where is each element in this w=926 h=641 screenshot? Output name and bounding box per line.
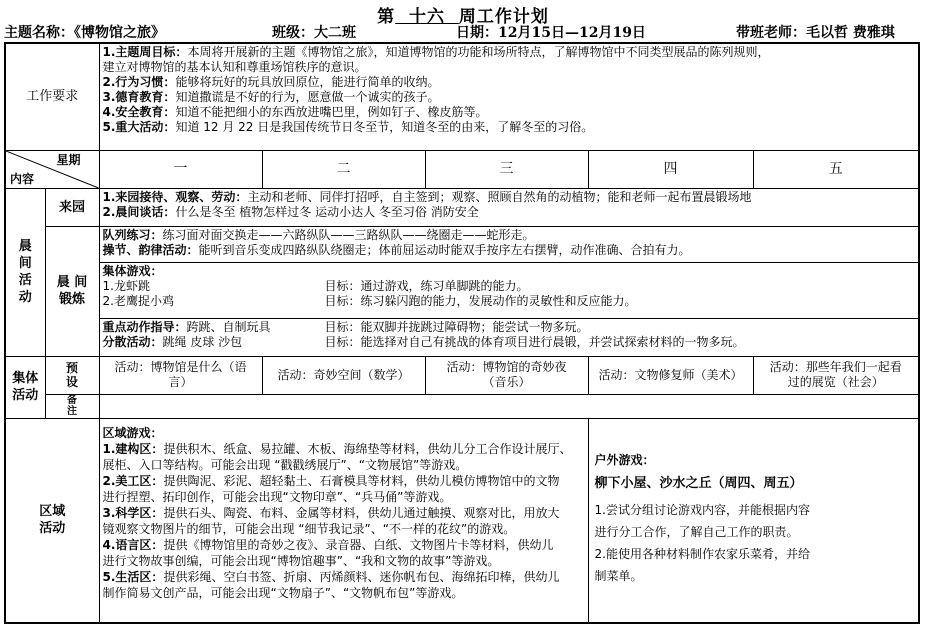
group-activity-label: 集体 活动 [5, 356, 45, 418]
activity-mon: 活动：博物馆是什么（语 言） [99, 356, 262, 394]
title-prefix: 第 [377, 7, 396, 27]
weekday-header-row [5, 150, 919, 188]
group-note-row [5, 394, 919, 418]
area-activity-label: 区域 活动 [5, 418, 99, 623]
arrival-row [5, 188, 919, 226]
week-number: 十六 [409, 7, 445, 27]
weekly-plan-table [4, 42, 920, 624]
morning-activity-label: 晨 间 活 动 [5, 188, 45, 356]
arrival-content: 1.来园接待、观察、劳动：主动和老师、同伴打招呼，自主签到；观察、照顾自然角的动植物；能和老师一起布置晨锻场地 2.晨间谈话：什么是冬至 植物怎样过冬 运动小达人 冬至习俗 消防安全 [99, 188, 919, 226]
drill-content: 队列练习：练习面对面交换走——六路纵队——三路纵队——绕圈走——蛇形走。 操节、韵律活动：能听到音乐变成四路纵队绕圈走；体前屈运动时能双手按序左右摆臂，动作准确、合拍有力。 [99, 226, 919, 262]
day-wed: 三 [425, 150, 588, 188]
activity-thu: 活动：文物修复师（美术） [588, 356, 753, 394]
day-thu: 四 [588, 150, 753, 188]
day-tue: 二 [262, 150, 425, 188]
activity-tue: 活动：奇妙空间（数学） [262, 356, 425, 394]
class-name: 班级：大二班 [272, 25, 356, 41]
arrival-label: 来园 [45, 188, 99, 226]
preset-label: 预 设 [45, 356, 99, 394]
content-label: 内容 [10, 171, 35, 186]
activity-wed: 活动：博物馆的奇妙夜 （音乐） [425, 356, 588, 394]
requirements-label: 工作要求 [5, 43, 99, 150]
theme-name: 主题名称：《博物馆之旅》 [4, 25, 165, 41]
outdoor-title: 户外游戏： [594, 452, 655, 467]
note-content [99, 394, 919, 418]
group-games-content: 集体游戏： 1.龙虾跳 目标：通过游戏，练习单脚跳的能力。 2.老鹰捉小鸡 目标：练习躲闪跑的能力，发展动作的灵敏性和反应能力。 [99, 262, 919, 318]
date-range: 日期：12月15日—12月19日 [456, 25, 646, 41]
key-action-row [5, 318, 919, 356]
teachers: 带班老师：毛以哲 费雅琪 [736, 25, 895, 41]
title-suffix: 周工作计划 [458, 7, 549, 27]
morning-exercise-label: 晨 间 锻炼 [45, 226, 99, 356]
week-content-corner [5, 150, 99, 188]
outdoor-subtitle: 柳下小屋、沙水之丘（周四、周五） [594, 475, 803, 491]
week-label: 星期 [56, 152, 81, 167]
drill-row [5, 226, 919, 262]
area-games-content: 区域游戏： 1.建构区：提供积木、纸盒、易拉罐、木板、海绵垫等材料，供幼儿分工合作设计展厅、 展柜、入口等结构。可能会出现 “戳戳绣展厅”、“文物展馆”等游戏。 2.美工区：提供陶泥、彩泥、超轻黏土、石膏模具等材料，供幼儿模仿博物馆中的文物 进行捏塑、拓印创作，可能会出现“文物印章”、“兵马俑”等游戏。 3.科学区：提供石头、陶瓷、布料、金属等材料，供幼儿通过触摸、观察对比，用放大 镜观察文物图片的细节，可能会出现 “细节我记录”、“不一样的花纹”的游戏。 4.语言区：提供《博物馆里的奇妙之夜》、录音器、白纸、文物图片卡等材料，供幼儿 进行文物故事创编，可能会出现“博物馆趣事”、“我和文物的故事”等游戏。 5.生活区：提供彩绳、空白书签、折扇、丙烯颜料、迷你帆布包、海绵拓印棒，供幼儿 制作简易文创产品，可能会出现“文物扇子”、“文物帆布包”等游戏。 [99, 418, 588, 623]
outdoor-games-content: 户外游戏： 柳下小屋、沙水之丘（周四、周五） 1.尝试分组讨论游戏内容，并能根据内容 进行分工合作，了解自己工作的职责。 2.能使用各种材料制作农家乐菜肴，并给 制菜单。 [588, 418, 919, 623]
requirements-content: 1.主题周目标：本周将开展新的主题《博物馆之旅》，知道博物馆的功能和场所特点，了解博物馆中不同类型展品的陈列规则， 建立对博物馆的基本认知和尊重场馆秩序的意识。 2.行为习惯：能够将玩好的玩具放回原位，能进行简单的收纳。 3.德育教育：知道撒谎是不好的行为，愿意做一个诚实的孩子。 4.安全教育：知道不能把细小的东西放进嘴巴里，例如钉子、橡皮筋等。 5.重大活动：知道 12 月 22 日是我国传统节日冬至节，知道冬至的由来，了解冬至的习俗。 [99, 43, 919, 150]
group-games-row [5, 262, 919, 318]
day-mon: 一 [99, 150, 262, 188]
key-action-content: 重点动作指导：跨跳、自制玩具 目标：能双脚并拢跳过障碍物；能尝试一物多玩。 分散活动：跳绳 皮球 沙包 目标：能选择对自己有挑战的体育项目进行晨锻，并尝试探索材料的一物多玩。 [99, 318, 919, 356]
area-activity-row [5, 418, 919, 623]
note-label: 备 注 [45, 394, 99, 418]
day-fri: 五 [753, 150, 919, 188]
group-activity-row [5, 356, 919, 394]
requirements-row [5, 43, 919, 150]
activity-fri: 活动：那些年我们一起看 过的展览（社会） [753, 356, 919, 394]
